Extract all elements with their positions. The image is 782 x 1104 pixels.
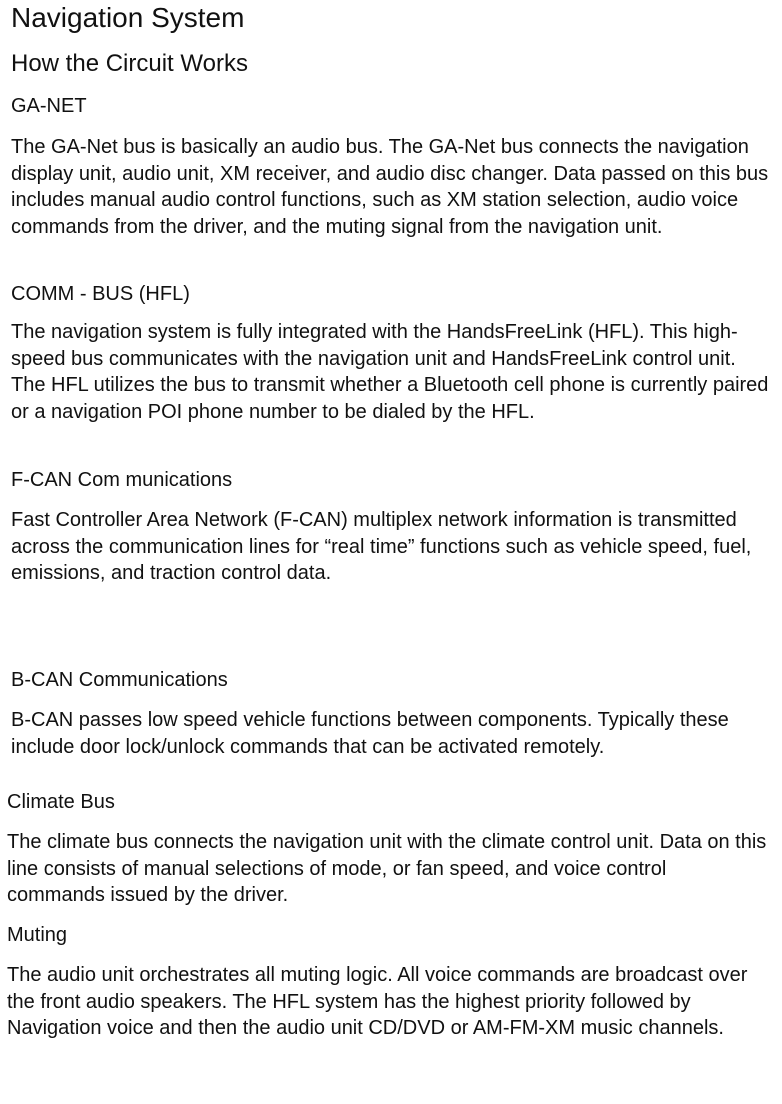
section-body-ga-net: The GA-Net bus is basically an audio bus. The GA-Net bus connects the navigation display unit, audio unit, XM receiver, and audio disc changer. Data passed on this bus includes manual audio control functions, such as XM station selection, audio voice commands from the driver, and the muting signal from the navigation unit. [11, 136, 769, 238]
section-heading-f-can: F-CAN Com munications [11, 469, 233, 491]
section-body-b-can: B-CAN passes low speed vehicle functions between components. Typically these include door lock/unlock commands that can be activated remotely. [11, 709, 729, 758]
section-body-climate-bus: The climate bus connects the navigation unit with the climate control unit. Data on this line consists of manual selections of mode, or fan speed, and voice control commands issued by the driver. [7, 831, 767, 906]
section-heading-climate-bus: Climate Bus [7, 791, 115, 813]
page-subtitle: How the Circuit Works [11, 50, 248, 77]
section-heading-muting: Muting [7, 924, 68, 946]
section-body-muting: The audio unit orchestrates all muting logic. All voice commands are broadcast over the front audio speakers. The HFL system has the highest priority followed by Navigation voice and then the audio unit CD/DVD or AM-FM-XM music channels. [7, 964, 748, 1039]
section-heading-comm-bus: COMM - BUS (HFL) [11, 283, 190, 305]
section-heading-ga-net: GA-NET [11, 95, 87, 117]
section-body-f-can: Fast Controller Area Network (F-CAN) multiplex network information is transmitted across the communication lines for “real time” functions such as vehicle speed, fuel, emissions, and traction control data. [11, 509, 752, 584]
section-heading-b-can: B-CAN Communications [11, 669, 228, 691]
section-body-comm-bus: The navigation system is fully integrated with the HandsFreeLink (HFL). This high-speed bus communicates with the navigation unit and HandsFreeLink control unit. The HFL utilizes the bus to transmit whether a Bluetooth cell phone is currently paired or a navigation POI phone number to be dialed by the HFL. [11, 321, 769, 423]
page-title: Navigation System [11, 2, 245, 33]
